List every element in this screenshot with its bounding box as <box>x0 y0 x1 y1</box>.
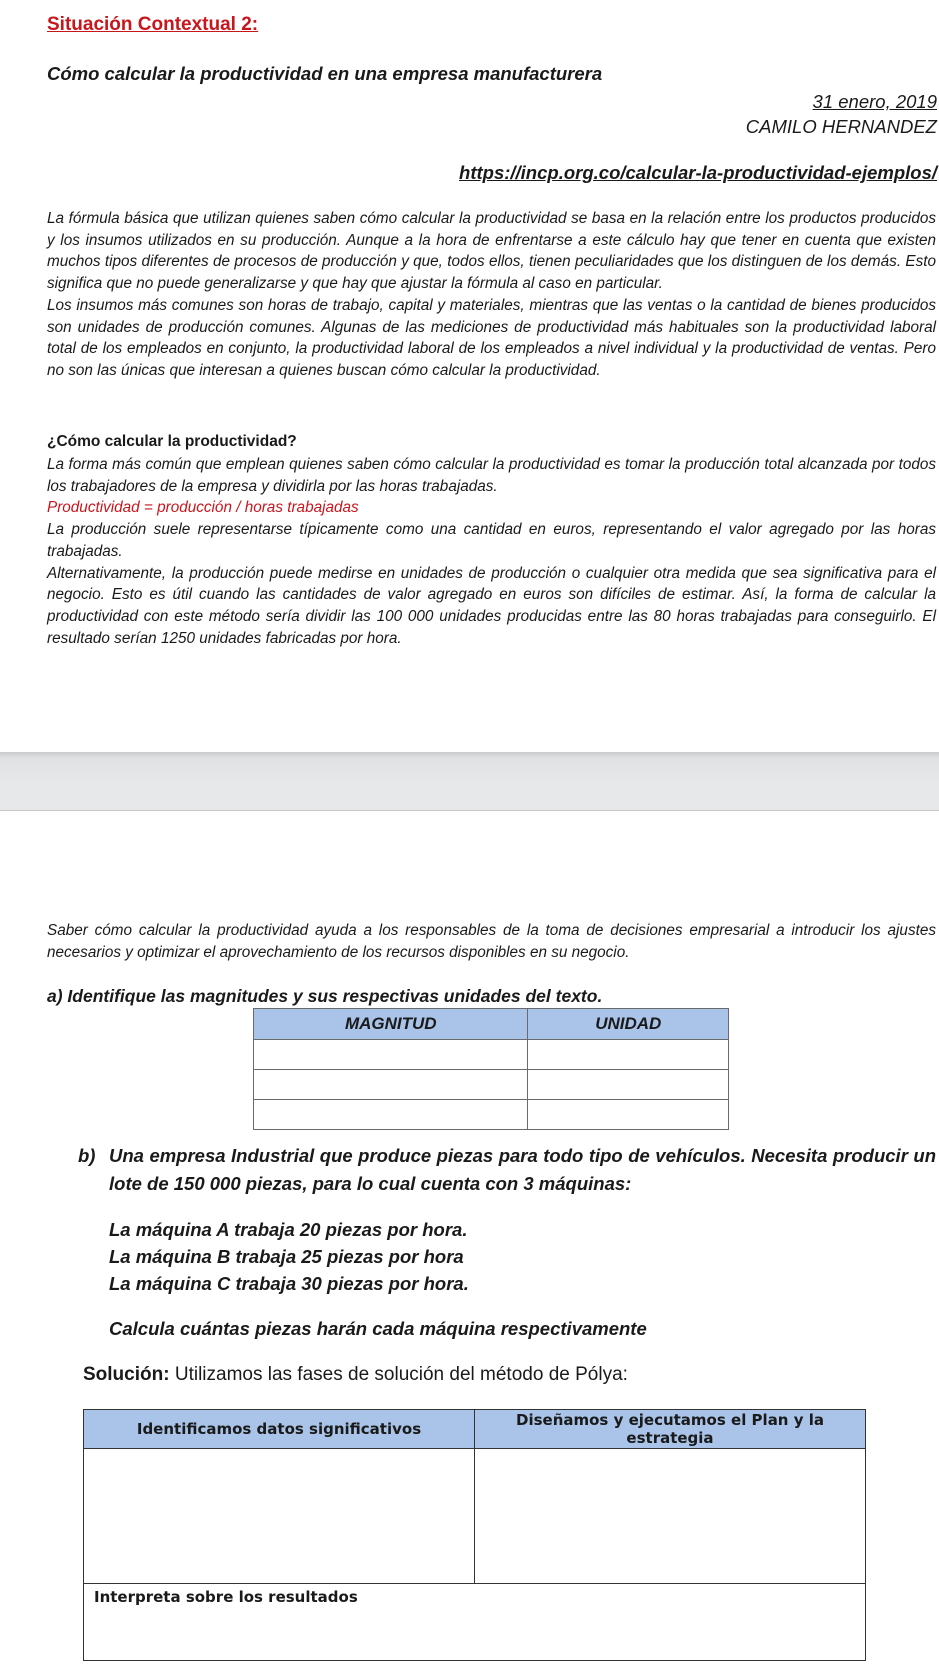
table-cell[interactable] <box>528 1100 729 1130</box>
interpret-cell[interactable] <box>84 1584 866 1661</box>
productivity-formula: Productividad = producción / horas trabajadas <box>47 499 359 517</box>
how-paragraph-3: Alternativamente, la producción puede medirse en unidades de producción o cualquier otra medida que sea significativa para el negocio. Esto es útil cuando las cantidades de valor agregado en euros son difíciles de estimar. Así, la forma de calcular la productividad con este método sería dividir las 100 000 unidades producidas entre las 80 horas trabajadas para conseguirlo. El resultado serían 1250 unidades fabricadas por hora. <box>47 564 936 647</box>
polya-table <box>83 1409 866 1661</box>
conclusion-text <box>47 920 936 963</box>
how-text <box>47 454 936 649</box>
interpret-label: Interpreta sobre los resultados <box>94 1588 358 1606</box>
table-cell[interactable] <box>528 1040 729 1070</box>
intro-text <box>47 208 936 382</box>
magnitude-header: MAGNITUD <box>254 1009 528 1040</box>
question-b-text: Una empresa Industrial que produce piezas para todo tipo de vehículos. Necesita producir un lote de 150 000 piezas, para lo cual cuenta con 3 máquinas: <box>109 1145 936 1194</box>
table-row <box>254 1070 729 1100</box>
solution-text: Utilizamos las fases de solución del método de Pólya: <box>169 1364 628 1385</box>
question-a: a) Identifique las magnitudes y sus respectivas unidades del texto. <box>47 986 603 1006</box>
table-cell[interactable] <box>254 1040 528 1070</box>
article-title: Cómo calcular la productividad en una empresa manufacturera <box>47 63 603 84</box>
data-header: Identificamos datos significativos <box>84 1410 475 1449</box>
unit-header: UNIDAD <box>528 1009 729 1040</box>
machine-list <box>109 1216 469 1297</box>
table-row <box>254 1040 729 1070</box>
how-paragraph-2: La producción suele representarse típicamente como una cantidad en euros, representando el valor agregado por las horas trabajadas. <box>47 521 936 560</box>
solution-line <box>83 1364 628 1386</box>
table-cell[interactable] <box>528 1070 729 1100</box>
source-link[interactable]: https://incp.org.co/calcular-la-productividad-ejemplos/ <box>459 162 937 183</box>
how-heading: ¿Cómo calcular la productividad? <box>47 433 297 450</box>
magnitude-table <box>253 1008 729 1130</box>
table-row <box>84 1584 866 1661</box>
calc-instruction: Calcula cuántas piezas harán cada máquina respectivamente <box>109 1318 647 1339</box>
page-separator <box>0 752 939 811</box>
machine-c: La máquina C trabaja 30 piezas por hora. <box>109 1273 469 1294</box>
how-paragraph-1: La forma más común que emplean quienes saben cómo calcular la productividad es tomar la producción total alcanzada por todos los trabajadores de la empresa y dividirla por las horas trabajadas. <box>47 456 936 495</box>
table-row <box>254 1100 729 1130</box>
plan-cell[interactable] <box>475 1449 866 1584</box>
table-row <box>84 1449 866 1584</box>
machine-a: La máquina A trabaja 20 piezas por hora. <box>109 1219 468 1240</box>
document-page-1 <box>0 0 939 752</box>
question-b-label: b) <box>78 1145 96 1166</box>
section-title: Situación Contextual 2: <box>47 14 259 35</box>
article-author: CAMILO HERNANDEZ <box>745 116 937 137</box>
article-date: 31 enero, 2019 <box>812 91 937 112</box>
question-b <box>78 1142 936 1198</box>
table-cell[interactable] <box>254 1100 528 1130</box>
table-cell[interactable] <box>254 1070 528 1100</box>
intro-paragraph-1: La fórmula básica que utilizan quienes saben cómo calcular la productividad se basa en la relación entre los productos producidos y los insumos utilizados en su producción. Aunque a la hora de enfrentarse a este cálculo hay que tener en cuenta que existen muchos tipos diferentes de procesos de producción y que, todos ellos, tienen peculiaridades que los distinguen de los demás. Esto significa que no puede generalizarse y que hay que ajustar la fórmula al caso en particular. <box>47 210 936 293</box>
machine-b: La máquina B trabaja 25 piezas por hora <box>109 1246 464 1267</box>
conclusion-paragraph: Saber cómo calcular la productividad ayuda a los responsables de la toma de decisiones empresarial a introducir los ajustes necesarios y optimizar el aprovechamiento de los recursos disponibles en su negocio. <box>47 922 936 961</box>
plan-header: Diseñamos y ejecutamos el Plan y la estrategia <box>475 1410 866 1449</box>
intro-paragraph-2: Los insumos más comunes son horas de trabajo, capital y materiales, mientras que las ventas o la cantidad de bienes producidos son unidades de producción comunes. Algunas de las mediciones de productividad más habituales son la productividad laboral total de los empleados en conjunto, la productividad laboral de los empleados a nivel individual y la productividad de ventas. Pero no son las únicas que interesan a quienes buscan cómo calcular la productividad. <box>47 296 936 379</box>
data-cell[interactable] <box>84 1449 475 1584</box>
solution-label: Solución: <box>83 1364 170 1385</box>
